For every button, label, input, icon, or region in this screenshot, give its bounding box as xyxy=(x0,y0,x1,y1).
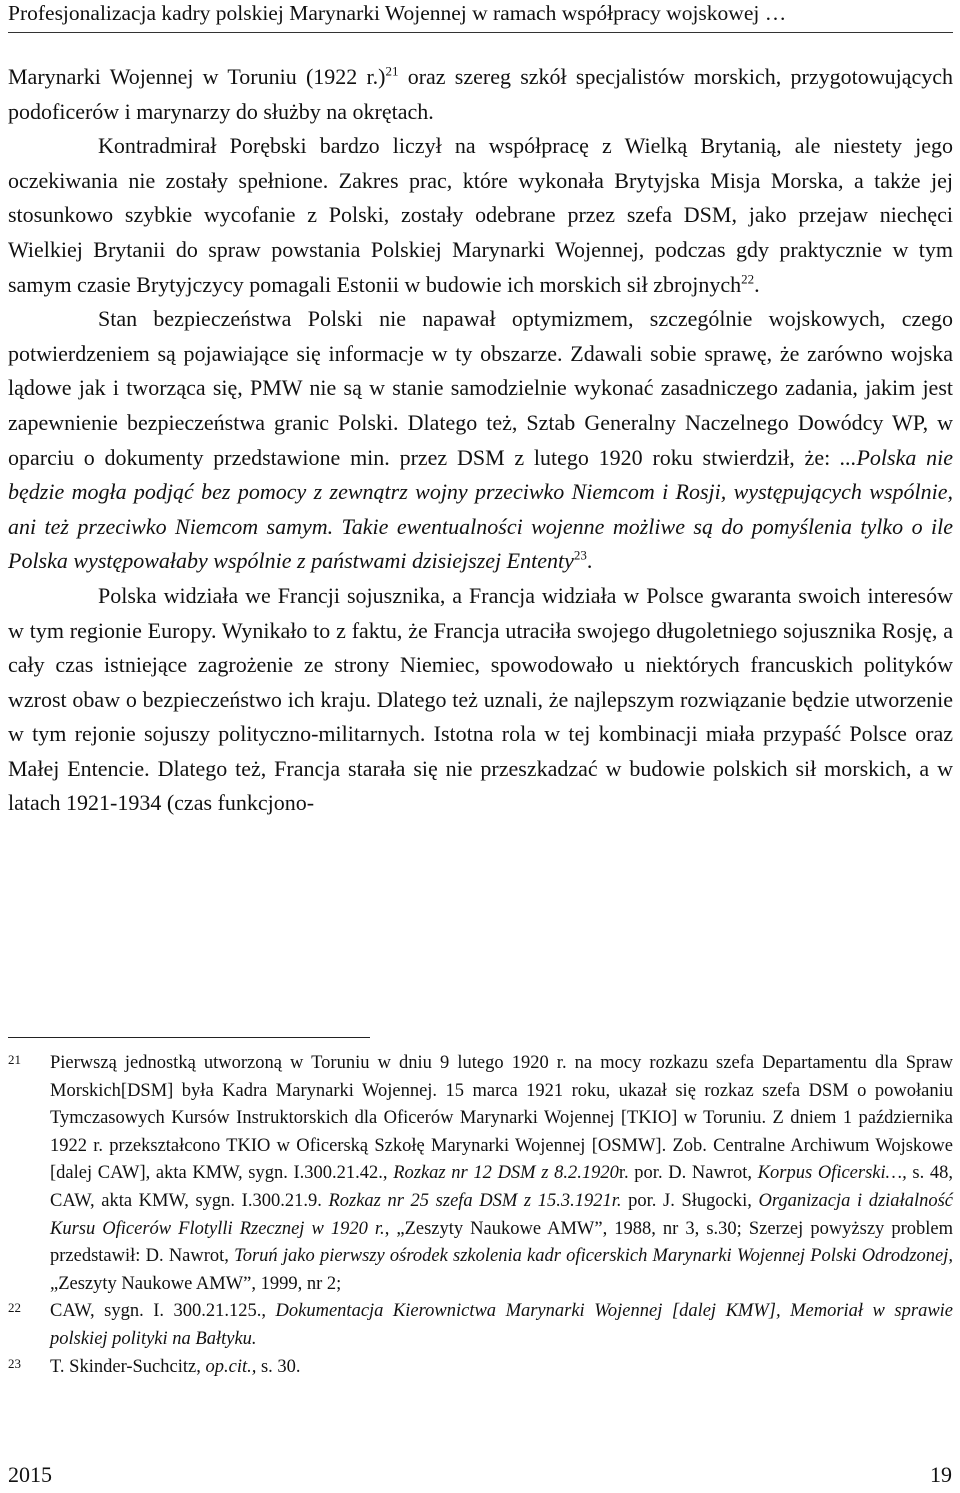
footnote-text: , „Zeszyty Naukowe AMW”, 1988, nr 3, s.30; Szerzej powyższy problem przedstawił: D. Nawrot, xyxy=(50,1218,953,1267)
footnote-text: por. J. Sługocki, xyxy=(621,1190,759,1211)
paragraph-2 xyxy=(8,129,953,302)
footnote-ref-21[interactable]: 21 xyxy=(385,63,399,79)
footnote-22 xyxy=(8,1298,953,1353)
footnote-number: 22 xyxy=(8,1300,21,1316)
paragraph-1-text-a: Marynarki Wojennej w Toruniu (1922 r.) xyxy=(8,64,386,89)
paragraph-2-text-a: Kontradmirał Porębski bardzo liczył na współpracę z Wielką Brytanią, ale niestety jego oczekiwania nie zostały spełnione. Zakres prac, które wykonała Brytyjska Misja Morska, a także jej stosunkowo szybkie wycofanie z Polski, zostały odebrane przez szefa DSM, jako przejaw niechęci Wielkiej Brytanii do spraw powstania Polskiej Marynarki Wojennej, podczas gdy praktycznie w tym samym czasie Brytyjczycy pomagali Estonii w budowie ich morskich sił zbrojnych xyxy=(8,133,953,297)
paragraph-4: Polska widziała we Francji sojusznika, a Francja widziała w Polsce gwaranta swoich interesów w tym regionie Europy. Wynikało to z faktu, że Francja utraciła swojego długoletniego sojusznika Rosję, a cały czas istniejące zagrożenie ze strony Niemiec, spowodowało u niektórych francuskich polityków wzrost obaw o bezpieczeństwo ich kraju. Dlatego też uznali, że najlepszym rozwiązanie będzie utworzenie w tym rejonie sojuszy polityczno-militarnych. Istotna rola w tej kombinacji miała przypaść Polsce oraz Małej Entencie. Dlatego też, Francja starała się nie przeszkadzać w budowie polskich sił morskich, a w latach 1921-1934 (czas funkcjono- xyxy=(8,582,953,816)
footnote-italic: Korpus Oficerski…, xyxy=(757,1163,907,1184)
footnote-ref-22[interactable]: 22 xyxy=(741,271,755,287)
paragraph-3 xyxy=(8,302,953,579)
footnote-italic: Toruń jako pierwszy ośrodek szkolenia kadr oficerskich Marynarki Wojennej Polski Odrodzonej, xyxy=(234,1246,953,1267)
footnote-italic: op.cit., xyxy=(205,1356,257,1377)
footnote-text: s. 48, CAW, akta KMW, sygn. I.300.21.9. xyxy=(50,1163,954,1211)
footnote-separator xyxy=(8,1037,370,1038)
footnote-italic: Rozkaz nr 12 DSM z 8.2.1920 xyxy=(393,1163,619,1184)
footnote-italic: Organizacja i działalność Kursu Oficerów Flotylli Rzecznej w 1920 r. xyxy=(50,1190,953,1239)
page-number: 19 xyxy=(930,1462,952,1487)
paragraph-2-text-b: . xyxy=(754,271,760,297)
footnote-21 xyxy=(8,1050,953,1298)
paragraph-3-quote: ...Polska nie będzie mogła podjąć bez pomocy z zewnątrz wojny przeciwko Niemcom i Rosji, występujących wspólnie, ani też przeciwko Niemcom samym. Takie ewentualności wojenne możliwe są do pomyślenia tylko o ile Polska występowałaby wspólnie z państwami dzisiejszej Ententy xyxy=(8,444,953,574)
footnote-23 xyxy=(8,1354,953,1382)
footnote-text: CAW, sygn. I. 300.21.125., xyxy=(50,1301,276,1322)
footnote-italic: Dokumentacja Kierownictwa Marynarki Wojennej [dalej KMW], Memoriał w sprawie polskiej polityki na Bałtyku. xyxy=(50,1301,954,1349)
paragraph-1-text-b: oraz szereg szkół specjalistów morskich, przygotowujących podoficerów i marynarzy do służby na okrętach. xyxy=(8,64,953,124)
footnote-italic: Rozkaz nr 25 szefa DSM z 15.3.1921r. xyxy=(328,1190,622,1211)
footnote-text: s. 30. xyxy=(256,1356,301,1377)
footnote-text: T. Skinder-Suchcitz, xyxy=(50,1356,206,1377)
footnotes xyxy=(8,1050,953,1381)
footnote-number: 21 xyxy=(8,1052,21,1067)
footnote-text: „Zeszyty Naukowe AMW”, 1999, nr 2; xyxy=(50,1273,342,1294)
footnote-text: Pierwszą jednostką utworzoną w Toruniu w dniu 9 lutego 1920 r. na mocy rozkazu szefa Departamentu dla Spraw Morskich[DSM] była Kadra Marynarki Wojennej. 15 marca 1921 roku, ukazał się rozkaz szefa DSM o powołaniu Tymczasowych Kursów Instruktorskich dla Oficerów Marynarki Wojennej [TKIO] w Toruniu. Z dniem 1 października 1922 r. przekształcono TKIO w Oficerską Szkołę Marynarki Wojennej [OSMW]. Zob. Centralne Archiwum Wojskowe [dalej CAW], akta KMW, sygn. I.300.21.42., xyxy=(50,1053,953,1184)
footer-year: 2015 xyxy=(8,1462,52,1487)
paragraph-3-text-b: . xyxy=(586,548,593,574)
header-rule xyxy=(8,32,953,33)
paragraph-1 xyxy=(8,60,953,129)
footnote-ref-23[interactable]: 23 xyxy=(573,547,587,563)
footnote-number: 23 xyxy=(8,1355,21,1371)
footnote-text: r. por. D. Nawrot, xyxy=(618,1163,758,1184)
main-text xyxy=(8,60,953,821)
running-header: Profesjonalizacja kadry polskiej Marynarki Wojennej w ramach współpracy wojskowej … xyxy=(8,1,787,25)
paragraph-3-text-a: Stan bezpieczeństwa Polski nie napawał optymizmem, szczególnie wojskowych, czego potwierdzeniem są pojawiające się informacje w ty obszarze. Zdawali sobie sprawę, że zarówno wojska lądowe jak i tworząca się, PMW nie są w stanie samodzielnie wykonać zasadniczego zadania, jakim jest zapewnienie bezpieczeństwa granic Polski. Dlatego też, Sztab Generalny Naczelnego Dowódcy WP, w oparciu o dokumenty przedstawione min. przez DSM z lutego 1920 roku stwierdził, że: xyxy=(8,306,953,470)
